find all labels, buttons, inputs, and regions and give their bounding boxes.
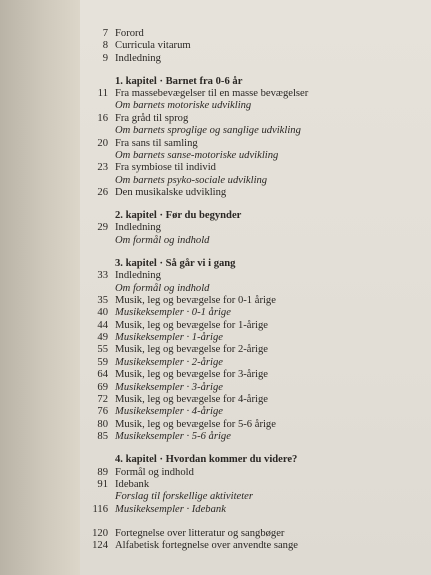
toc-subtitle [80,100,425,112]
entry-title: Indledning [115,270,161,282]
entry-title: Musikeksempler · Idebank [115,503,226,515]
page-number: 89 [97,466,108,478]
toc-subtitle [80,504,425,516]
page-number: 20 [97,137,108,149]
entry-title: Idebank [115,478,150,490]
entry-title: Om barnets sproglige og sanglige udvikling [115,125,301,137]
toc-entry [80,113,425,125]
page-number: 64 [97,369,108,381]
page-number: 120 [92,528,108,540]
toc-entry [80,88,425,100]
table-of-contents [80,28,425,553]
adjacent-page-edge [0,0,82,575]
page-number: 69 [97,381,108,393]
toc-entry [80,138,425,150]
chapter-title: 2. kapitel · Før du begynder [115,210,242,222]
page-number [80,454,115,466]
toc-entry [80,540,425,552]
entry-title: Den musikalske udvikling [115,187,227,199]
toc-entry [80,187,425,199]
toc-subtitle [80,150,425,162]
page-number: 44 [97,319,108,331]
toc-entry [80,295,425,307]
page-number: 7 [102,28,108,39]
toc-subtitle [80,431,425,443]
page-number [80,150,115,162]
toc-entry [80,467,425,479]
toc-entry [80,344,425,356]
entry-title: Musik, leg og bevægelse for 4-årige [115,394,268,406]
entry-title: Om barnets motoriske udvikling [115,100,252,112]
page-number: 8 [102,40,108,52]
entry-title: Musikeksempler · 0-1 årige [115,307,231,319]
section-gap [80,444,425,455]
section-gap [80,516,425,528]
page-number: 11 [97,88,108,100]
toc-entry [80,162,425,174]
toc-entry [80,320,425,332]
toc-subtitle [80,175,425,187]
toc-entry [80,222,425,234]
page-number: 55 [97,344,108,356]
entry-title: Om formål og indhold [115,234,210,246]
chapter-title: 1. kapitel · Barnet fra 0-6 år [115,75,243,87]
entry-title: Om barnets sanse-motoriske udvikling [115,150,279,162]
chapter-title: 3. kapitel · Så går vi i gang [115,257,236,269]
page-number: 33 [97,270,108,282]
page-number: 16 [97,112,108,124]
page-number [80,491,115,503]
toc-entry [80,28,425,40]
toc-entry [80,419,425,431]
section-gap [80,65,425,76]
page-number [80,235,115,247]
page-number: 26 [97,187,108,199]
entry-title: Indledning [115,222,161,234]
toc-subtitle [80,491,425,503]
page-number [80,283,115,295]
page-number: 49 [97,332,108,344]
entry-title: Musikeksempler · 4-årige [115,406,223,418]
entry-title: Fra gråd til sprog [115,112,189,124]
page-number: 29 [97,222,108,234]
toc-subtitle [80,235,425,247]
entry-title: Musik, leg og bevægelse for 3-årige [115,369,268,381]
page-number: 40 [97,307,108,319]
chapter-heading [80,210,425,222]
entry-title: Forord [115,28,144,39]
toc-subtitle [80,307,425,319]
entry-title: Fra sans til samling [115,137,198,149]
toc-subtitle [80,283,425,295]
toc-entry [80,528,425,540]
page-number [80,100,115,112]
entry-title: Fortegnelse over litteratur og sangbøger [115,528,285,540]
page-number [80,175,115,187]
page-number: 59 [97,356,108,368]
page-number: 91 [97,478,108,490]
entry-title: Alfabetisk fortegnelse over anvendte sange [115,540,298,552]
toc-entry [80,479,425,491]
page-number [80,258,115,270]
page-number [80,210,115,222]
section-gap [80,200,425,211]
entry-title: Fra symbiose til individ [115,162,216,174]
toc-entry [80,369,425,381]
entry-title: Musikeksempler · 3-årige [115,381,223,393]
page-number: 124 [92,540,108,552]
page-number [80,125,115,137]
toc-subtitle [80,332,425,344]
toc-entry [80,53,425,65]
entry-title: Om barnets psyko-sociale udvikling [115,174,268,186]
entry-title: Formål og indhold [115,466,194,478]
toc-entry [80,270,425,282]
entry-title: Indledning [115,52,161,64]
page-number [80,76,115,88]
entry-title: Musik, leg og bevægelse for 0-1 årige [115,294,276,306]
entry-title: Curricula vitarum [115,40,191,52]
toc-entry [80,394,425,406]
toc-subtitle [80,406,425,418]
page-number: 35 [97,294,108,306]
chapter-title: 4. kapitel · Hvordan kommer du videre? [115,454,298,466]
entry-title: Musik, leg og bevægelse for 5-6 årige [115,418,276,430]
chapter-heading [80,258,425,270]
entry-title: Musik, leg og bevægelse for 1-årige [115,319,268,331]
entry-title: Musikeksempler · 5-6 årige [115,431,231,443]
toc-subtitle [80,357,425,369]
toc-subtitle [80,382,425,394]
entry-title: Musikeksempler · 1-årige [115,332,223,344]
page-number: 9 [102,52,108,64]
section-gap [80,247,425,258]
page-number: 76 [97,406,108,418]
page-number: 80 [97,418,108,430]
toc-subtitle [80,125,425,137]
chapter-heading [80,454,425,466]
toc-entry [80,40,425,52]
entry-title: Musik, leg og bevægelse for 2-årige [115,344,268,356]
page-number: 23 [97,162,108,174]
chapter-heading [80,76,425,88]
entry-title: Fra massebevægelser til en masse bevægelser [115,88,309,100]
page-number: 72 [97,394,108,406]
page-number: 85 [97,431,108,443]
page-number: 116 [92,503,108,515]
entry-title: Forslag til forskellige aktiviteter [115,491,253,503]
entry-title: Om formål og indhold [115,282,210,294]
entry-title: Musikeksempler · 2-årige [115,356,223,368]
